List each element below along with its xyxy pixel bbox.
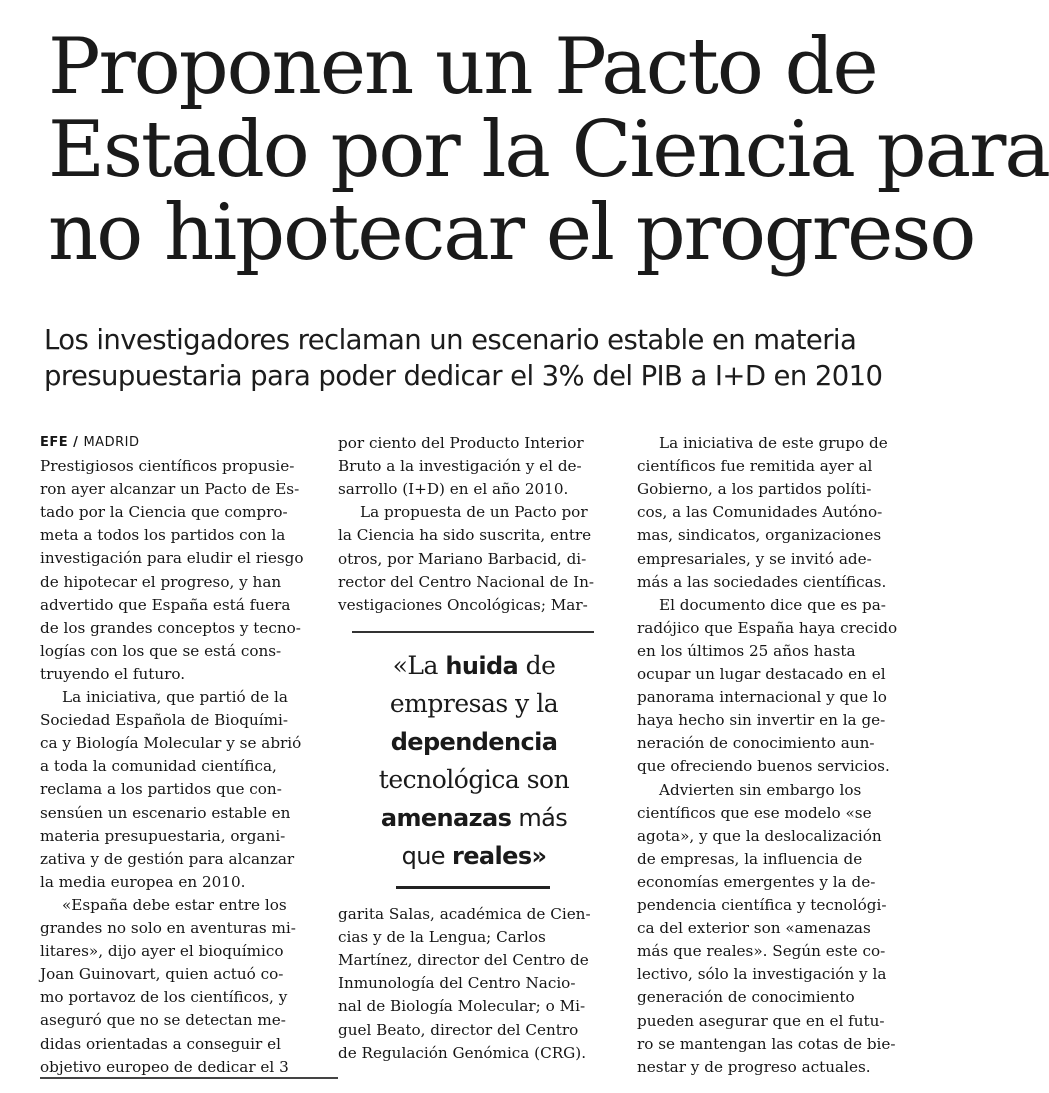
body-text-line: la media europea en 2010. <box>40 872 246 891</box>
byline <box>40 431 139 454</box>
body-text-line: otros, por Mariano Barbacid, di- <box>338 549 587 568</box>
byline-city: MADRID <box>83 435 140 450</box>
body-text-line: en los últimos 25 años hasta <box>637 641 856 660</box>
article-column-1 <box>40 0 315 1093</box>
body-text-line: Sociedad Española de Bioquími- <box>40 711 288 730</box>
headline-line: Estado por la Ciencia para <box>48 105 1049 195</box>
body-text-line: cias y de la Lengua; Carlos <box>338 928 546 947</box>
body-text-line: panorama internacional y que lo <box>637 688 887 707</box>
body-text-line: nal de Biología Molecular; o Mi- <box>338 997 586 1016</box>
body-text-line: La propuesta de un Pacto por <box>360 503 588 522</box>
pull-quote-line <box>350 685 598 723</box>
body-text-line: generación de conocimiento <box>637 988 855 1007</box>
body-text-line: Joan Guinovart, quien actuó co- <box>40 965 284 984</box>
body-text-line: ron ayer alcanzar un Pacto de Es- <box>40 480 300 499</box>
body-text-line: radójico que España haya crecido <box>637 618 898 637</box>
pull-quote-line <box>350 723 598 761</box>
subheadline-line: presupuestaria para poder dedicar el 3% del PIB a I+D en 2010 <box>44 360 883 392</box>
body-text-line: vestigaciones Oncológicas; Mar- <box>338 595 588 614</box>
body-text-line: pendencia científica y tecnológi- <box>637 896 887 914</box>
body-text-line: sarrollo (I+D) en el año 2010. <box>338 480 569 499</box>
pull-quote-text: «La <box>392 651 446 680</box>
article-column-3 <box>637 0 905 1093</box>
headline-line: no hipotecar el progreso <box>48 188 975 278</box>
body-text-line: agota», y que la deslocalización <box>637 826 882 845</box>
pull-quote-emphasis: dependencia <box>390 728 558 756</box>
pull-quote-text: de <box>518 651 556 680</box>
body-text-line: de hipotecar el progreso, y han <box>40 572 282 591</box>
body-text-line: ca y Biología Molecular y se abrió <box>40 734 302 753</box>
body-text-line: científicos fue remitida ayer al <box>637 457 873 476</box>
pull-quote-line <box>350 837 598 875</box>
body-text-line: más que reales». Según este co- <box>637 942 886 961</box>
body-text-line: Prestigiosos científicos propusie- <box>40 457 295 475</box>
subheadline-line: Los investigadores reclaman un escenario estable en materia <box>44 324 857 356</box>
body-text-line: guel Beato, director del Centro <box>338 1020 579 1039</box>
body-text-line: truyendo el futuro. <box>40 664 186 683</box>
body-text-line: a toda la comunidad científica, <box>40 757 277 776</box>
body-text-line: más a las sociedades científicas. <box>637 572 887 591</box>
body-text-line: «España debe estar entre los <box>62 895 287 914</box>
body-text-line: nestar y de progreso actuales. <box>637 1057 871 1076</box>
body-text-line: zativa y de gestión para alcanzar <box>40 849 295 868</box>
body-text-line: por ciento del Producto Interior <box>338 434 584 452</box>
pull-quote-top-rule <box>352 631 594 633</box>
pull-quote-text: más <box>511 804 568 832</box>
body-text-line: La iniciativa, que partió de la <box>62 688 288 706</box>
body-text-line: Bruto a la investigación y el de- <box>338 457 582 476</box>
headline-line: Proponen un Pacto de <box>48 22 877 112</box>
pull-quote-text: que <box>401 842 453 870</box>
body-text-line: la Ciencia ha sido suscrita, entre <box>338 526 592 545</box>
body-text-line: Martínez, director del Centro de <box>338 951 589 970</box>
body-text-line: economías emergentes y la de- <box>637 872 876 891</box>
body-text-line: cos, a las Comunidades Autóno- <box>637 503 883 522</box>
body-text-line: tado por la Ciencia que compro- <box>40 503 288 522</box>
body-text-line: reclama a los partidos que con- <box>40 780 282 799</box>
body-text-line: científicos que ese modelo «se <box>637 803 872 822</box>
body-text-line: meta a todos los partidos con la <box>40 526 286 545</box>
byline-separator: / <box>68 435 84 450</box>
pull-quote-line <box>350 761 598 799</box>
body-text-line: garita Salas, académica de Cien- <box>338 905 591 923</box>
body-text-line: objetivo europeo de dedicar el 3 <box>40 1057 289 1076</box>
body-text-line: sensúen un escenario estable en <box>40 803 291 822</box>
body-text-line: Gobierno, a los partidos políti- <box>637 480 872 499</box>
pull-quote-emphasis: huida <box>445 652 519 680</box>
body-text-line: ca del exterior son «amenazas <box>637 919 871 938</box>
body-text-line: litares», dijo ayer el bioquímico <box>40 942 284 961</box>
pull-quote-text: empresas y la <box>389 689 559 718</box>
body-text-line: advertido que España está fuera <box>40 595 291 614</box>
body-text-line: empresariales, y se invitó ade- <box>637 549 872 568</box>
body-text-line: grandes no solo en aventuras mi- <box>40 919 296 937</box>
body-text-line: Inmunología del Centro Nacio- <box>338 974 576 993</box>
body-text-line: mas, sindicatos, organizaciones <box>637 526 882 545</box>
body-text-line: de empresas, la influencia de <box>637 849 863 868</box>
body-text-line: La iniciativa de este grupo de <box>659 434 888 452</box>
body-text-line: rector del Centro Nacional de In- <box>338 572 595 591</box>
body-text-line: neración de conocimiento aun- <box>637 734 875 753</box>
body-text-line: pueden asegurar que en el futu- <box>637 1011 885 1030</box>
pull-quote-line <box>350 799 598 837</box>
body-text-line: logías con los que se está cons- <box>40 641 282 660</box>
article-column-2 <box>338 0 610 1093</box>
body-text-line: ocupar un lugar destacado en el <box>637 665 886 683</box>
body-text-line: investigación para eludir el riesgo <box>40 549 304 568</box>
body-text-line: aseguró que no se detectan me- <box>40 1011 286 1030</box>
pull-quote-emphasis: amenazas <box>380 804 512 832</box>
body-text-line: lectivo, sólo la investigación y la <box>637 965 887 984</box>
body-text-line: Advierten sin embargo los <box>659 780 862 799</box>
body-text-line: que ofreciendo buenos servicios. <box>637 757 890 776</box>
pull-quote-line <box>350 647 598 685</box>
body-text-line: ro se mantengan las cotas de bie- <box>637 1034 896 1053</box>
body-text-line: materia presupuestaria, organi- <box>40 826 286 845</box>
body-text-line: didas orientadas a conseguir el <box>40 1034 281 1053</box>
column-end-rule <box>40 1077 338 1079</box>
body-text-line: El documento dice que es pa- <box>659 595 886 614</box>
pull-quote-text: tecnológica son <box>378 765 570 794</box>
body-text-line: mo portavoz de los científicos, y <box>40 988 288 1007</box>
pull-quote-bottom-rule <box>396 886 550 889</box>
body-text-line: haya hecho sin invertir en la ge- <box>637 711 886 730</box>
pull-quote <box>350 647 598 875</box>
body-text-line: de los grandes conceptos y tecno- <box>40 618 301 637</box>
pull-quote-emphasis: reales» <box>452 842 547 870</box>
byline-agency: EFE <box>40 435 69 450</box>
body-text-line: de Regulación Genómica (CRG). <box>338 1043 587 1062</box>
